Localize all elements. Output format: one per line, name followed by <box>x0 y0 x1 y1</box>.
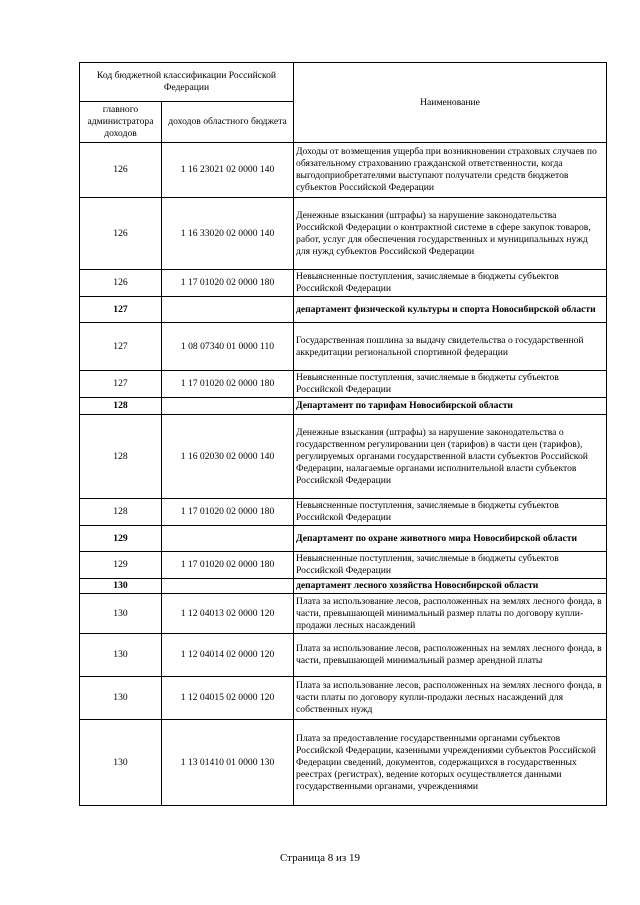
table-row <box>80 143 607 198</box>
admin-cell: 129 <box>80 552 162 579</box>
admin-cell: 127 <box>80 323 162 371</box>
code-cell: 1 17 01020 02 0000 180 <box>162 552 294 579</box>
admin-cell: 128 <box>80 499 162 526</box>
name-cell: Невыясненные поступления, зачисляемые в бюджеты субъектов Российской Федерации <box>294 371 607 398</box>
code-cell: 1 12 04013 02 0000 120 <box>162 594 294 634</box>
table-row <box>80 634 607 677</box>
admin-cell: 130 <box>80 579 162 594</box>
code-cell: 1 08 07340 01 0000 110 <box>162 323 294 371</box>
admin-cell: 128 <box>80 415 162 499</box>
name-cell: Департамент по тарифам Новосибирской области <box>294 398 607 415</box>
name-cell: Департамент по охране животного мира Новосибирской области <box>294 526 607 552</box>
page-number: Страница 8 из 19 <box>279 852 361 864</box>
name-cell: Плата за предоставление государственными органами субъектов Российской Федерации, казенными учреждениями субъектов Российской Федерации сведений, документов, содержащихся в государственных реестрах (регистрах), ведение которых осуществляется данными государственными органами, учреждениями <box>294 720 607 806</box>
code-cell: 1 17 01020 02 0000 180 <box>162 499 294 526</box>
name-cell: департамент физической культуры и спорта Новосибирской области <box>294 297 607 323</box>
admin-cell: 130 <box>80 594 162 634</box>
table-row <box>80 297 607 323</box>
table-row <box>80 371 607 398</box>
code-cell: 1 16 23021 02 0000 140 <box>162 143 294 198</box>
table-row <box>80 720 607 806</box>
code-cell: 1 17 01020 02 0000 180 <box>162 371 294 398</box>
code-cell <box>162 579 294 594</box>
admin-cell: 130 <box>80 677 162 720</box>
header-admin: главного администратора доходов <box>80 102 162 143</box>
table-row <box>80 552 607 579</box>
table-row <box>80 499 607 526</box>
admin-cell: 127 <box>80 297 162 323</box>
table-body <box>80 143 607 806</box>
name-cell: Плата за использование лесов, расположенных на землях лесного фонда, в части платы по договору купли-продажи лесных насаждений для собственных нужд <box>294 677 607 720</box>
admin-cell: 126 <box>80 270 162 297</box>
table-row <box>80 526 607 552</box>
name-cell: Плата за использование лесов, расположенных на землях лесного фонда, в части, превышающей минимальный размер арендной платы <box>294 634 607 677</box>
name-cell: Денежные взыскания (штрафы) за нарушение законодательства о государственном регулировании цен (тарифов) в части цен (тарифов), регулируемых органами государственной власти субъектов Российской Федерации, налагаемые органами исполнительной власти субъектов Российской Федерации <box>294 415 607 499</box>
table-row <box>80 398 607 415</box>
name-cell: Невыясненные поступления, зачисляемые в бюджеты субъектов Российской Федерации <box>294 270 607 297</box>
admin-cell: 129 <box>80 526 162 552</box>
code-cell <box>162 398 294 415</box>
code-cell: 1 12 04015 02 0000 120 <box>162 677 294 720</box>
admin-cell: 127 <box>80 371 162 398</box>
table-row <box>80 579 607 594</box>
admin-cell: 130 <box>80 720 162 806</box>
name-cell: Невыясненные поступления, зачисляемые в бюджеты субъектов Российской Федерации <box>294 552 607 579</box>
budget-classification-table <box>79 62 607 806</box>
admin-cell: 128 <box>80 398 162 415</box>
name-cell: Невыясненные поступления, зачисляемые в бюджеты субъектов Российской Федерации <box>294 499 607 526</box>
header-code-group: Код бюджетной классификации Российской Федерации <box>80 63 294 102</box>
code-cell: 1 16 33020 02 0000 140 <box>162 198 294 270</box>
admin-cell: 126 <box>80 143 162 198</box>
table-row <box>80 323 607 371</box>
table-row <box>80 594 607 634</box>
table-row <box>80 677 607 720</box>
header-code: доходов областного бюджета <box>162 102 294 143</box>
code-cell <box>162 526 294 552</box>
name-cell: Плата за использование лесов, расположенных на землях лесного фонда, в части, превышающей минимальный размер платы по договору купли-продажи лесных насаждений <box>294 594 607 634</box>
code-cell <box>162 297 294 323</box>
admin-cell: 126 <box>80 198 162 270</box>
header-name: Наименование <box>294 63 607 143</box>
table-row <box>80 415 607 499</box>
name-cell: Доходы от возмещения ущерба при возникновении страховых случаев по обязательному страхованию гражданской ответственности, когда выгодоприобретателями выступают получатели средств бюджетов субъектов Российской Федерации <box>294 143 607 198</box>
name-cell: департамент лесного хозяйства Новосибирской области <box>294 579 607 594</box>
table-row <box>80 198 607 270</box>
name-cell: Государственная пошлина за выдачу свидетельства о государственной аккредитации региональной спортивной федерации <box>294 323 607 371</box>
code-cell: 1 12 04014 02 0000 120 <box>162 634 294 677</box>
admin-cell: 130 <box>80 634 162 677</box>
code-cell: 1 17 01020 02 0000 180 <box>162 270 294 297</box>
table-row <box>80 270 607 297</box>
name-cell: Денежные взыскания (штрафы) за нарушение законодательства Российской Федерации о контрактной системе в сфере закупок товаров, работ, услуг для обеспечения государственных и муниципальных нужд для нужд субъектов Российской Федерации <box>294 198 607 270</box>
code-cell: 1 13 01410 01 0000 130 <box>162 720 294 806</box>
code-cell: 1 16 02030 02 0000 140 <box>162 415 294 499</box>
